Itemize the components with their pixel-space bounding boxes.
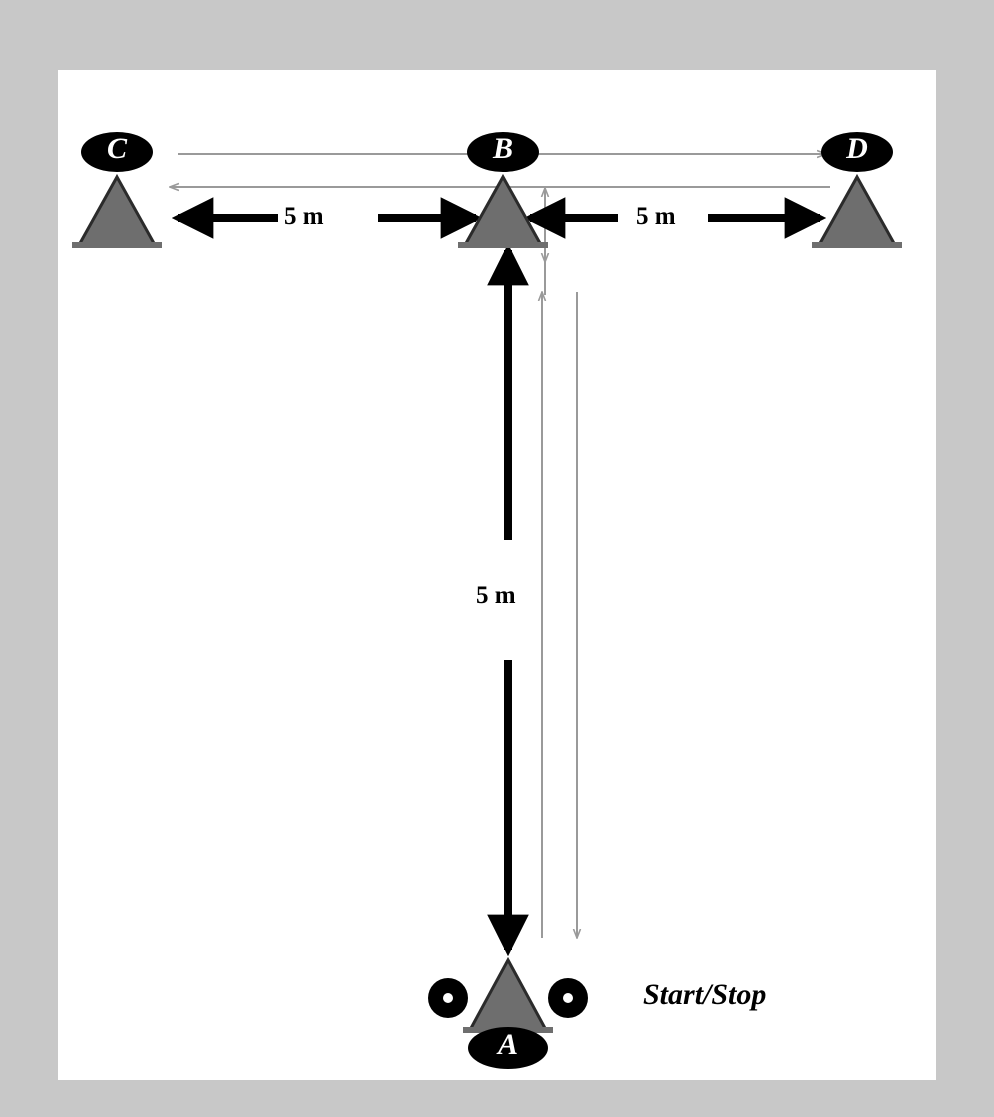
cone-label-B: B (492, 132, 513, 165)
distance-label-a-b: 5 m (476, 582, 516, 609)
start-stop-label: Start/Stop (643, 978, 767, 1011)
faint-path-return-down (542, 292, 577, 938)
cone-label-A: A (497, 1028, 518, 1061)
cone-label-D: D (846, 132, 868, 165)
course-diagram (58, 70, 936, 1080)
timing-gate-left-icon (428, 978, 468, 1018)
distance-label-b-d: 5 m (636, 203, 676, 230)
distance-label-c-b: 5 m (284, 203, 324, 230)
diagram-canvas (58, 70, 936, 1080)
cone-label-C: C (106, 132, 127, 165)
timing-gate-right-icon (548, 978, 588, 1018)
